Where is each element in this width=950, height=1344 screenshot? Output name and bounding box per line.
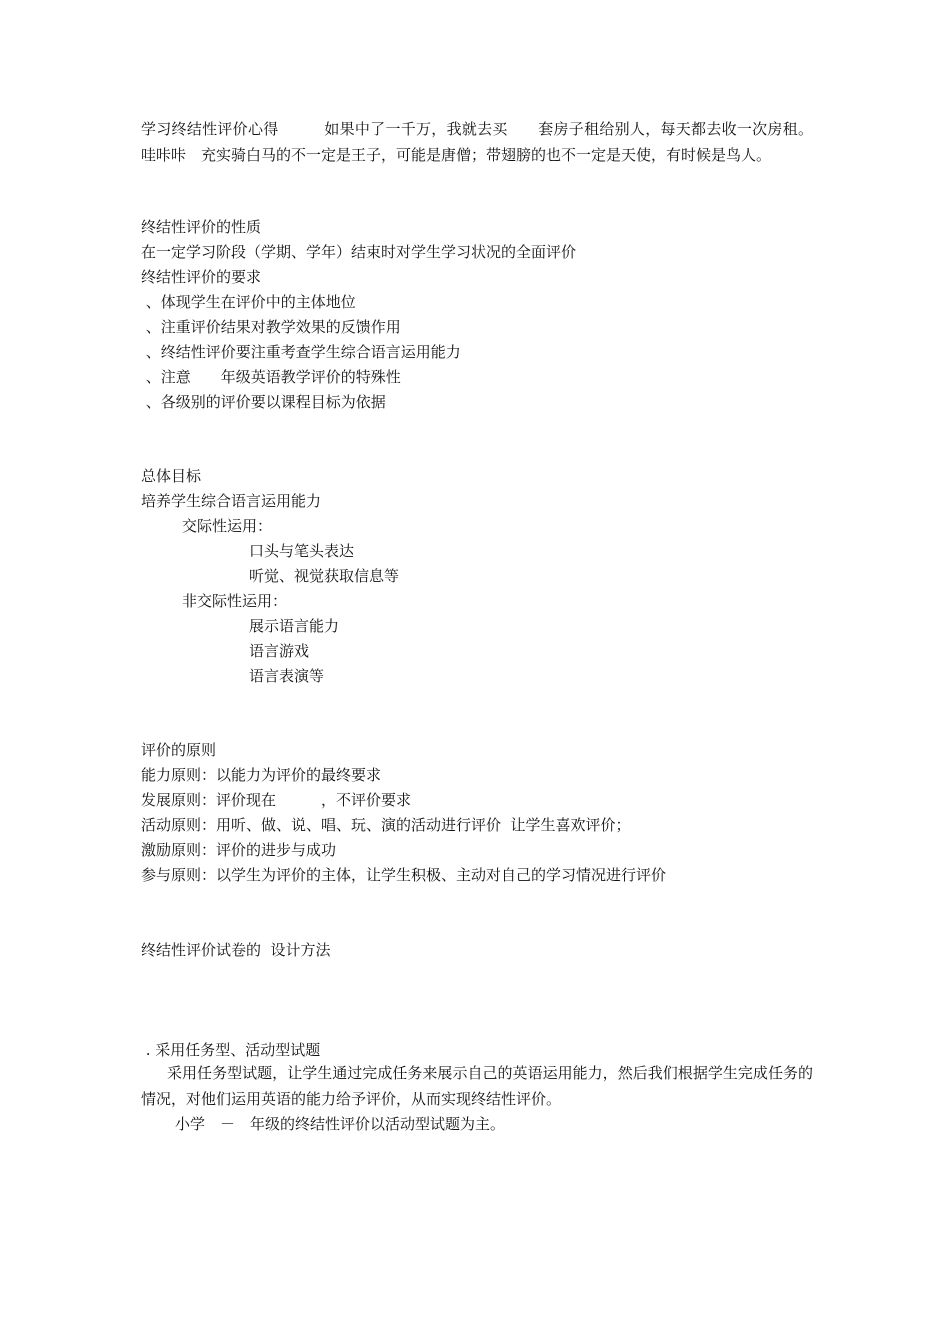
nature-heading: 终结性评价的性质	[141, 218, 262, 236]
nature-definition: 在一定学习阶段（学期、学年）结束时对学生学习状况的全面评价	[141, 243, 577, 261]
goal-item: 语言表演等	[249, 667, 325, 685]
goal-item: 听觉、视觉获取信息等	[249, 567, 400, 585]
method-body: 采用任务型试题，让学生通过完成任务来展示自己的英语运用能力，然后我们根据学生完成任务的情况，对他们运用英语的能力给予评价，从而实现终结性评价。	[141, 1064, 813, 1108]
communicative-label: 交际性运用：	[182, 517, 273, 535]
requirement-item: 、体现学生在评价中的主体地位	[141, 293, 356, 311]
goal-item: 展示语言能力	[249, 617, 340, 635]
goal-item: 口头与笔头表达	[249, 542, 355, 560]
intro-paragraph: 学习终结性评价心得 如果中了一千万，我就去买 套房子租给别人，每天都去收一次房租。哇咔咔 充实骑白马的不一定是王子，可能是唐僧；带翅膀的也不一定是天使，有时候是鸟人。	[141, 120, 813, 164]
requirements-heading: 终结性评价的要求	[141, 268, 262, 286]
principle-item: 能力原则：以能力为评价的最终要求	[141, 766, 382, 784]
method-title: . 采用任务型、活动型试题	[141, 1041, 321, 1059]
principle-item: 活动原则：用听、做、说、唱、玩、演的活动进行评价 让学生喜欢评价；	[141, 816, 631, 834]
requirement-item: 、各级别的评价要以课程目标为依据	[141, 393, 386, 411]
principle-item: 参与原则：以学生为评价的主体，让学生积极、主动对自己的学习情况进行评价	[141, 866, 667, 884]
design-heading: 终结性评价试卷的 设计方法	[141, 941, 331, 959]
requirement-item: 、注重评价结果对教学效果的反馈作用	[141, 318, 401, 336]
goals-main: 培养学生综合语言运用能力	[141, 492, 322, 510]
requirement-item: 、注意 年级英语教学评价的特殊性	[141, 368, 401, 386]
non-communicative-label: 非交际性运用：	[182, 592, 288, 610]
principles-heading: 评价的原则	[141, 741, 217, 759]
goal-item: 语言游戏	[249, 642, 310, 660]
principle-item: 发展原则：评价现在 ，不评价要求	[141, 791, 412, 809]
goals-heading: 总体目标	[141, 467, 202, 485]
requirement-item: 、终结性评价要注重考查学生综合语言运用能力	[141, 343, 461, 361]
method-note: 小学 － 年级的终结性评价以活动型试题为主。	[175, 1115, 506, 1133]
principle-item: 激励原则：评价的进步与成功	[141, 841, 337, 859]
